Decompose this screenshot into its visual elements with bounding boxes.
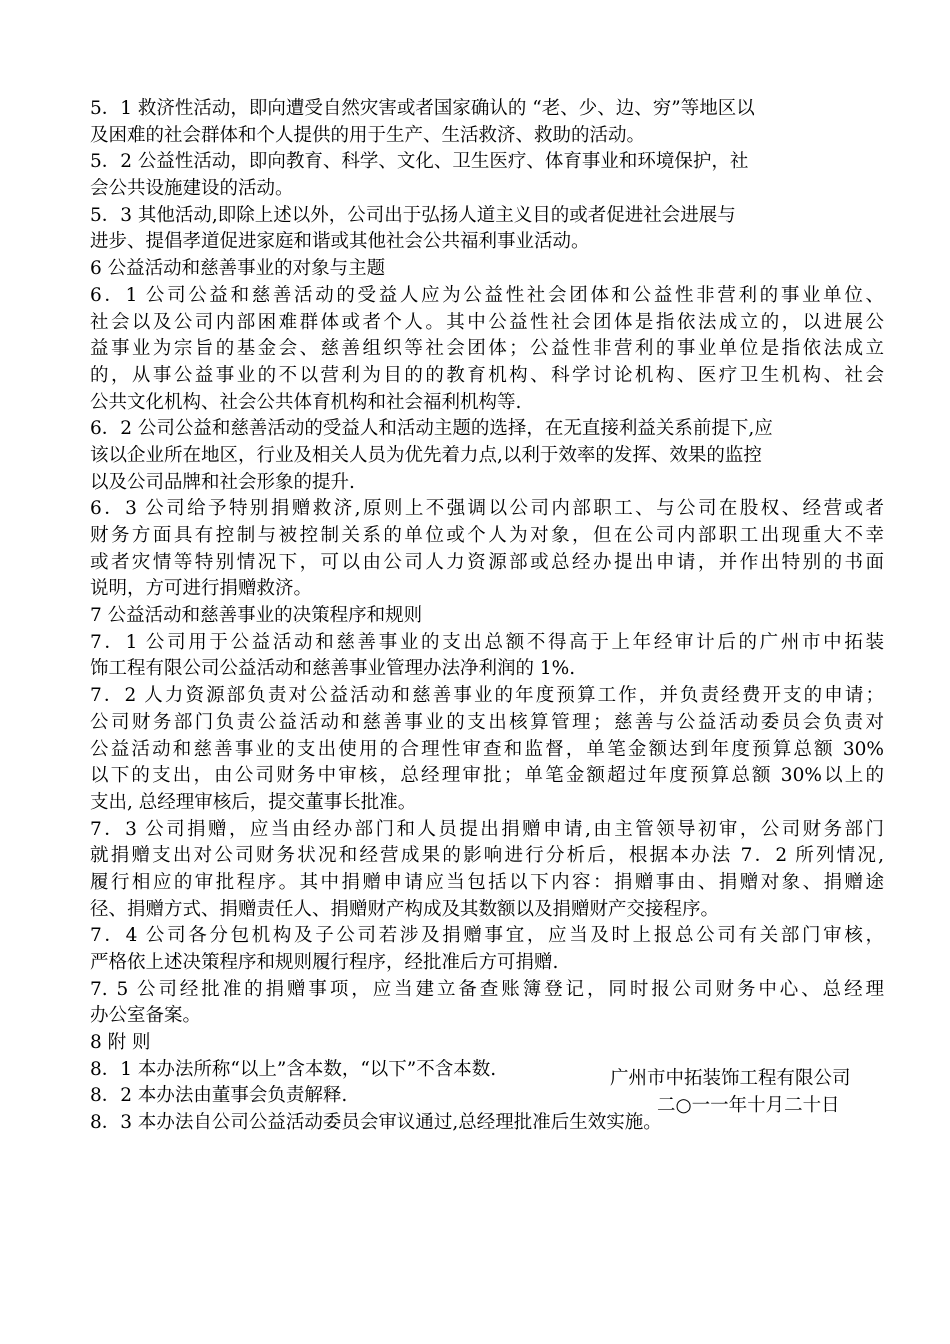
text-line: 6．3 公司给予特别捐赠救济,原则上不强调以公司内部职工、与公司在股权、经营或者 [90,498,884,520]
text-line: 以及公司品牌和社会形象的提升. [90,471,355,493]
text-line: 5．2 公益性活动，即向教育、科学、文化、卫生医疗、体育事业和环境保护，社 [90,151,749,173]
text-line: 履行相应的审批程序。其中捐赠申请应当包括以下内容：捐赠事由、捐赠对象、捐赠途 [90,871,884,893]
text-line: 说明，方可进行捐赠救济。 [90,578,313,600]
text-line: 就捐赠支出对公司财务状况和经营成果的影响进行分析后，根据本办法 7．2 所列情况, [90,845,884,867]
text-line: 社会以及公司内部困难群体或者个人。其中公益性社会团体是指依法成立的，以进展公 [90,311,884,333]
signature-date: 二○一一年十月二十日 [657,1095,840,1116]
document-body [90,96,884,1137]
text-line: 7．4 公司各分包机构及子公司若涉及捐赠事宜，应当及时上报总公司有关部门审核， [90,925,884,947]
text-line: 6．2 公司公益和慈善活动的受益人和活动主题的选择，在无直接利益关系前提下,应 [90,418,773,440]
signature-company: 广州市中拓装饰工程有限公司 [610,1068,851,1089]
text-line: 办公室备案。 [90,1005,202,1027]
text-line: 径、捐赠方式、捐赠责任人、捐赠财产构成及其数额以及捐赠财产交接程序。 [90,898,720,920]
text-line: 进步、提倡孝道促进家庭和谐或其他社会公共福利事业活动。 [90,231,590,253]
text-line: 饰工程有限公司公益活动和慈善事业管理办法净利润的 1%. [90,658,576,680]
text-line: 会公共设施建设的活动。 [90,178,294,200]
text-line: 以下的支出，由公司财务中审核，总经理审批；单笔金额超过年度预算总额 30%以上的 [90,765,884,787]
text-line: 公司财务部门负责公益活动和慈善事业的支出核算管理；慈善与公益活动委员会负责对 [90,711,884,733]
section-heading: 6 公益活动和慈善事业的对象与主题 [90,258,386,280]
text-line: 8．1 本办法所称“以上”含本数，“以下”不含本数. [90,1058,497,1080]
text-line: 益事业为宗旨的基金会、慈善组织等社会团体；公益性非营利的事业单位是指依法成立 [90,338,884,360]
text-line: 7．3 公司捐赠，应当由经办部门和人员提出捐赠申请,由主管领导初审，公司财务部门 [90,818,884,840]
text-line: 或者灾情等特别情况下，可以由公司人力资源部或总经办提出申请，并作出特别的书面 [90,551,884,573]
text-line: 支出, 总经理审核后，提交董事长批准。 [90,791,417,813]
text-line: 及困难的社会群体和个人提供的用于生产、生活救济、救助的活动。 [90,124,646,146]
text-line: 5．3 其他活动,即除上述以外，公司出于弘扬人道主义目的或者促进社会进展与 [90,204,736,226]
text-line: 7. 5 公司经批准的捐赠事项，应当建立备查账簿登记，同时报公司财务中心、总经理 [90,978,884,1000]
text-line: 财务方面具有控制与被控制关系的单位或个人为对象，但在公司内部职工出现重大不幸 [90,525,884,546]
section-heading: 8 附 则 [90,1032,151,1054]
text-line: 8．3 本办法自公司公益活动委员会审议通过,总经理批准后生效实施。 [90,1112,662,1134]
text-line: 8．2 本办法由董事会负责解释. [90,1085,348,1107]
text-line: 7．1 公司用于公益活动和慈善事业的支出总额不得高于上年经审计后的广州市中拓装 [90,631,884,653]
text-line: 5．1 救济性活动，即向遭受自然灾害或者国家确认的 “老、少、边、穷”等地区以 [90,98,755,119]
section-heading: 7 公益活动和慈善事业的决策程序和规则 [90,605,423,627]
text-line: 公共文化机构、社会公共体育机构和社会福利机构等. [90,391,522,413]
text-line: 公益活动和慈善事业的支出使用的合理性审查和监督，单笔金额达到年度预算总额 30% [90,738,884,760]
text-line: 的，从事公益事业的不以营利为目的的教育机构、科学讨论机构、医疗卫生机构、社会 [90,364,884,386]
text-line: 该以企业所在地区，行业及相关人员为优先着力点,以利于效率的发挥、效果的监控 [90,444,762,466]
text-line: 6．1 公司公益和慈善活动的受益人应为公益性社会团体和公益性非营利的事业单位、 [90,284,884,306]
text-line: 严格依上述决策程序和规则履行程序，经批准后方可捐赠. [90,952,559,973]
text-line: 7．2 人力资源部负责对公益活动和慈善事业的年度预算工作，并负责经费开支的申请； [90,685,884,707]
